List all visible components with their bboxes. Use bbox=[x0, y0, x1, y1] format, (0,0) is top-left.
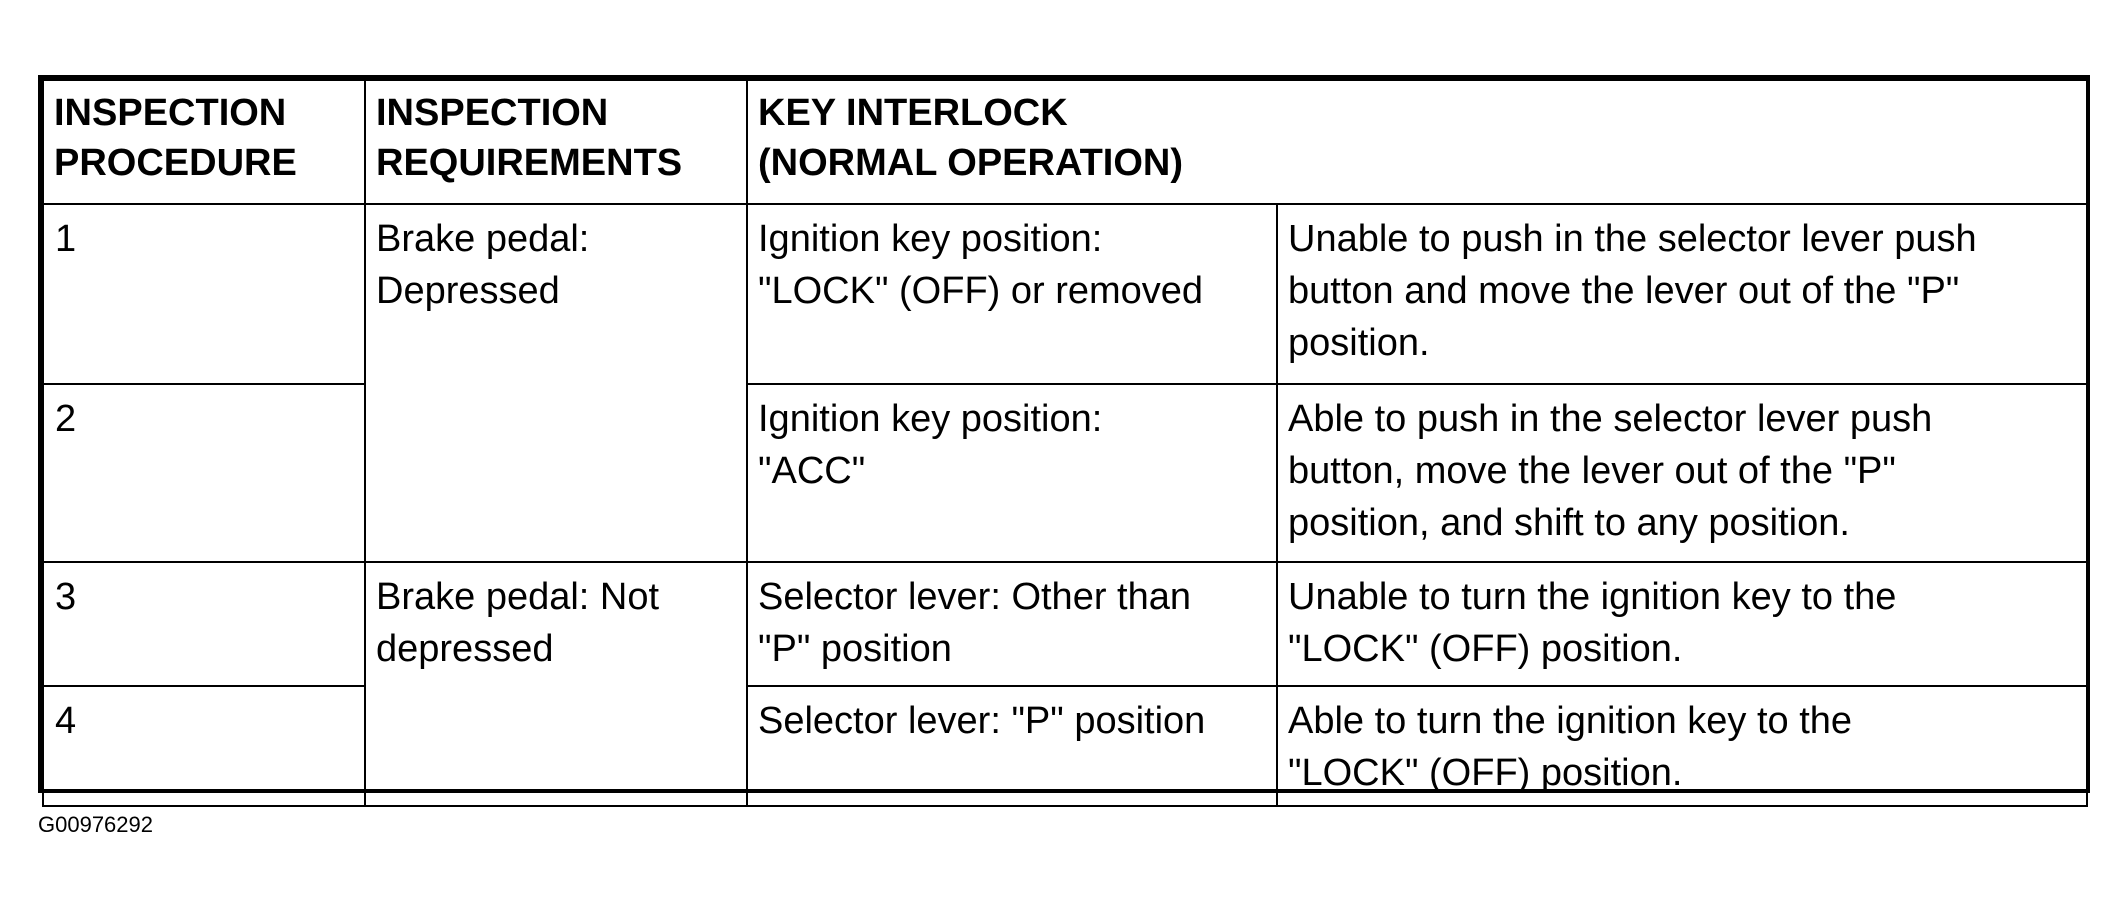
table-row bbox=[43, 204, 2087, 384]
result-text: Able to push in the selector lever push bbox=[1288, 398, 1933, 440]
header-text: INSPECTION bbox=[376, 92, 609, 134]
header-inspection-procedure bbox=[43, 80, 365, 204]
header-text: (NORMAL OPERATION) bbox=[758, 142, 1184, 184]
requirement-text: Depressed bbox=[376, 270, 560, 312]
result-cell bbox=[1277, 686, 2087, 806]
requirement-cell bbox=[365, 204, 747, 562]
result-cell bbox=[1277, 204, 2087, 384]
condition-text: "ACC" bbox=[758, 450, 866, 492]
condition-cell bbox=[747, 686, 1277, 806]
header-text: INSPECTION bbox=[54, 92, 287, 134]
condition-text: "LOCK" (OFF) or removed bbox=[758, 270, 1204, 312]
figure-id: G00976292 bbox=[38, 812, 153, 837]
requirement-cell bbox=[365, 562, 747, 806]
result-cell bbox=[1277, 562, 2087, 686]
condition-text: Selector lever: Other than bbox=[758, 576, 1191, 618]
table-row bbox=[43, 562, 2087, 686]
procedure-cell: 2 bbox=[43, 384, 365, 562]
requirement-text: Brake pedal: bbox=[376, 218, 590, 260]
result-text: "LOCK" (OFF) position. bbox=[1288, 752, 1683, 794]
header-text: REQUIREMENTS bbox=[376, 142, 683, 184]
header-inspection-requirements bbox=[365, 80, 747, 204]
result-text: button and move the lever out of the "P" bbox=[1288, 270, 1960, 312]
condition-text: Ignition key position: bbox=[758, 218, 1103, 260]
result-text: Unable to push in the selector lever push bbox=[1288, 218, 1977, 260]
procedure-cell: 3 bbox=[43, 562, 365, 686]
table-header-row bbox=[43, 80, 2087, 204]
result-text: position. bbox=[1288, 322, 1430, 364]
result-cell bbox=[1277, 384, 2087, 562]
table-row bbox=[43, 384, 2087, 562]
header-text: KEY INTERLOCK bbox=[758, 92, 1068, 134]
procedure-cell: 1 bbox=[43, 204, 365, 384]
result-text: button, move the lever out of the "P" bbox=[1288, 450, 1896, 492]
result-text: position, and shift to any position. bbox=[1288, 502, 1850, 544]
condition-cell bbox=[747, 384, 1277, 562]
condition-text: "P" position bbox=[758, 628, 952, 670]
result-text: Unable to turn the ignition key to the bbox=[1288, 576, 1897, 618]
key-interlock-table bbox=[38, 75, 2090, 793]
requirement-text: depressed bbox=[376, 628, 554, 670]
header-key-interlock bbox=[747, 80, 2087, 204]
result-text: "LOCK" (OFF) position. bbox=[1288, 628, 1683, 670]
condition-cell bbox=[747, 204, 1277, 384]
inspection-table bbox=[42, 79, 2088, 807]
result-text: Able to turn the ignition key to the bbox=[1288, 700, 1853, 742]
condition-text: Selector lever: "P" position bbox=[758, 700, 1206, 742]
procedure-cell: 4 bbox=[43, 686, 365, 806]
condition-text: Ignition key position: bbox=[758, 398, 1103, 440]
table-row bbox=[43, 686, 2087, 806]
header-text: PROCEDURE bbox=[54, 142, 297, 184]
requirement-text: Brake pedal: Not bbox=[376, 576, 660, 618]
condition-cell bbox=[747, 562, 1277, 686]
